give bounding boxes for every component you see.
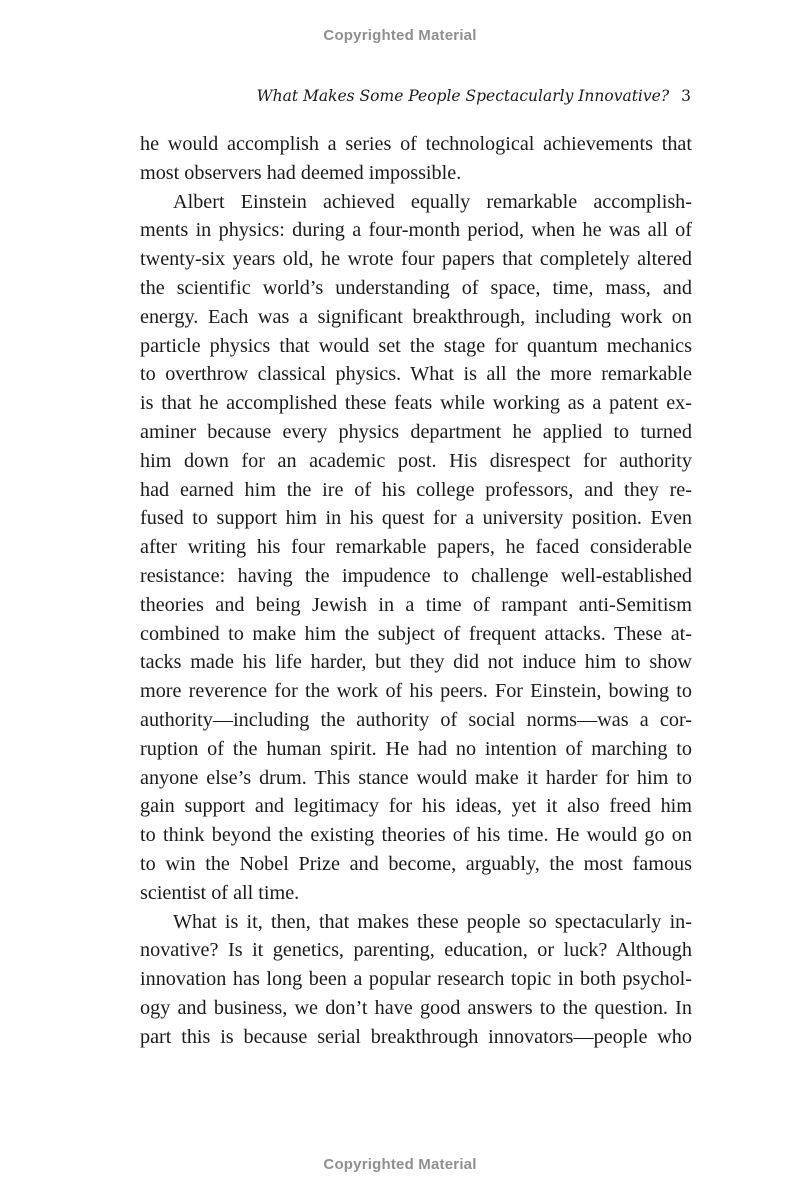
copyright-watermark-bottom: Copyrighted Material: [323, 1156, 477, 1173]
text-line: What is it, then, that makes these people so spectacularly in-: [173, 910, 692, 933]
text-line: to win the Nobel Prize and become, arguably, the most famous: [140, 852, 692, 875]
running-head-title: What Makes Some People Spectacularly Innovative?: [256, 87, 670, 105]
text-line: aminer because every physics department he applied to turned: [140, 420, 692, 443]
text-line: ruption of the human spirit. He had no intention of marching to: [140, 737, 692, 760]
text-line: resistance: having the impudence to challenge well-established: [140, 564, 692, 587]
text-line: authority—including the authority of social norms—was a cor-: [140, 708, 692, 731]
text-line: to overthrow classical physics. What is all the more remarkable: [140, 363, 692, 386]
text-line: is that he accomplished these feats while working as a patent ex-: [140, 392, 692, 415]
text-line: scientist of all time.: [140, 881, 300, 904]
page-number: 3: [681, 87, 691, 105]
text-line: novative? Is it genetics, parenting, education, or luck? Although: [140, 939, 692, 962]
text-line: twenty-six years old, he wrote four papers that completely altered: [140, 248, 692, 271]
text-line: more reverence for the work of his peers. For Einstein, bowing to: [140, 680, 692, 703]
text-line: the scientific world’s understanding of space, time, mass, and: [140, 276, 692, 299]
copyright-watermark-top: Copyrighted Material: [323, 27, 477, 44]
text-line: theories and being Jewish in a time of rampant anti-Semitism: [140, 593, 692, 616]
body-text: [140, 130, 692, 1052]
paragraph: [140, 908, 692, 1052]
text-line: him down for an academic post. His disrespect for authority: [140, 449, 692, 472]
text-line: tacks made his life harder, but they did not induce him to show: [140, 651, 692, 674]
text-line: to think beyond the existing theories of his time. He would go on: [140, 824, 692, 847]
text-line: part this is because serial breakthrough innovators—people who: [140, 1025, 692, 1048]
text-line: combined to make him the subject of frequent attacks. These at-: [140, 622, 692, 645]
text-line: particle physics that would set the stage for quantum mechanics: [140, 334, 692, 357]
text-line: ogy and business, we don’t have good answers to the question. In: [140, 996, 692, 1019]
text-line: he would accomplish a series of technological achievements that: [140, 133, 692, 155]
text-line: gain support and legitimacy for his ideas, yet it also freed him: [140, 795, 692, 818]
paragraph: [140, 188, 692, 908]
text-line: after writing his four remarkable papers, he faced considerable: [140, 536, 692, 559]
text-line: anyone else’s drum. This stance would make it harder for him to: [140, 766, 692, 789]
text-line: had earned him the ire of his college professors, and they re-: [140, 478, 692, 501]
text-line: innovation has long been a popular research topic in both psychol-: [140, 968, 692, 991]
text-line: most observers had deemed impossible.: [140, 161, 462, 184]
running-head: [257, 87, 691, 105]
text-line: Albert Einstein achieved equally remarkable accomplish-: [173, 190, 692, 213]
text-line: fused to support him in his quest for a university position. Even: [140, 507, 692, 530]
text-line: energy. Each was a significant breakthrough, including work on: [140, 305, 692, 328]
paragraph: [140, 130, 692, 188]
text-line: ments in physics: during a four-month period, when he was all of: [140, 219, 692, 242]
